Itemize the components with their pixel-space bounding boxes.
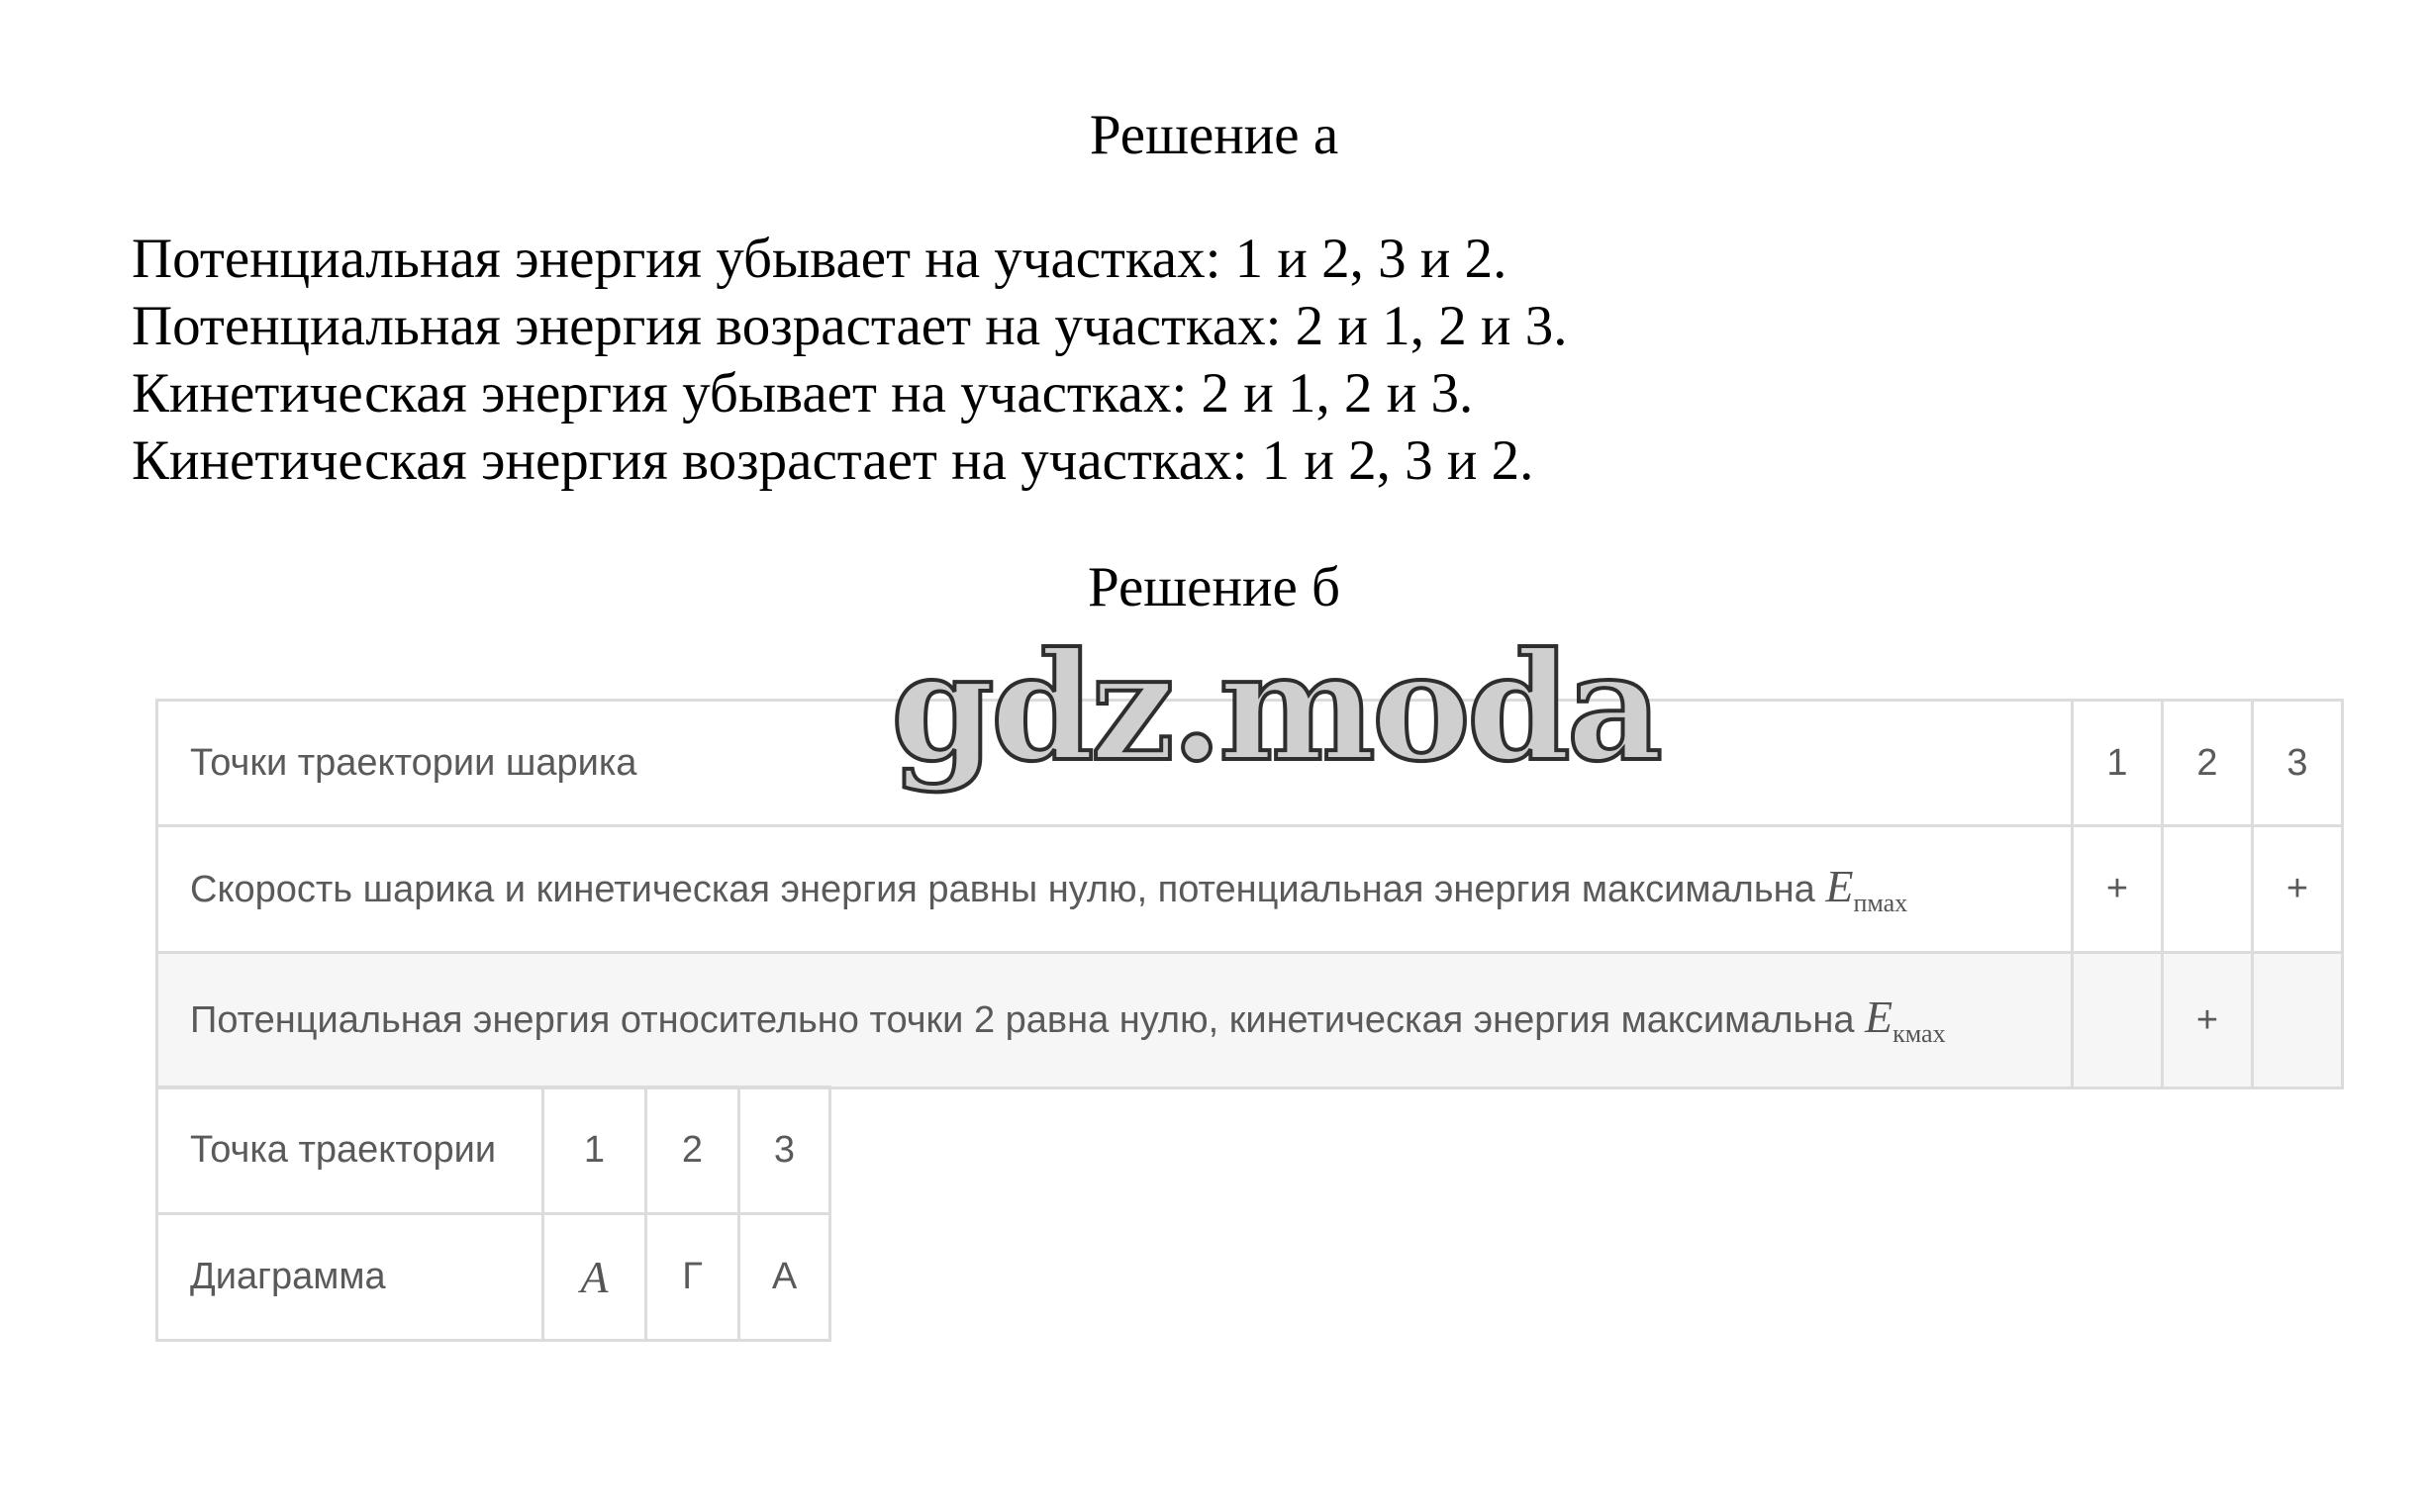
text-line: Кинетическая энергия убывает на участках: 2 и 1, 2 и 3. [132,362,1474,425]
heading-solution-b: Решение б [1088,556,1340,618]
table-row [157,1087,830,1214]
table-cell [2253,953,2343,1088]
diagram-table [155,1086,831,1342]
table-header-label: Точки траектории шарика [157,701,2073,826]
table-cell: 2 [646,1087,739,1214]
table-header-cell: 2 [2163,701,2253,826]
text-line: Кинетическая энергия возрастает на участках: 1 и 2, 3 и 2. [132,429,1534,492]
table-cell: 3 [739,1087,830,1214]
table-row-label [157,826,2073,953]
table-row-label: Точка траектории [157,1087,543,1214]
energy-symbol: $E_{кмах}$ [1865,992,1946,1049]
text-line: Потенциальная энергия возрастает на участках: 2 и 1, 2 и 3. [132,295,1568,357]
table-cell: А [739,1214,830,1341]
heading-solution-a: Решение а [1089,104,1339,166]
table-cell: 1 [543,1087,646,1214]
table-cell: + [2163,953,2253,1088]
watermark-logo: gdz.moda [891,620,1660,795]
table-row [157,826,2343,953]
table-row-label: Диаграмма [157,1214,543,1341]
table-cell: + [2073,826,2163,953]
table-cell: + [2253,826,2343,953]
table-row-label [157,953,2073,1088]
row-label-text: Скорость шарика и кинетическая энергия равны нулю, потенциальная энергия максимальна [190,868,1815,910]
text-line: Потенциальная энергия убывает на участках: 1 и 2, 3 и 2. [132,228,1507,290]
table-cell [2163,826,2253,953]
solution-a-text [132,226,1567,495]
table-row [157,1214,830,1341]
table-cell [2073,953,2163,1088]
table-header-cell: 3 [2253,701,2343,826]
energy-symbol: $E_{пмах}$ [1825,860,1908,918]
row-label-text: Потенциальная энергия относительно точки 2 равна нулю, кинетическая энергия максимальна [190,999,1855,1042]
table-header-cell: 1 [2073,701,2163,826]
table-row [157,953,2343,1088]
table-cell: Г [646,1214,739,1341]
table-cell: А [543,1214,646,1341]
